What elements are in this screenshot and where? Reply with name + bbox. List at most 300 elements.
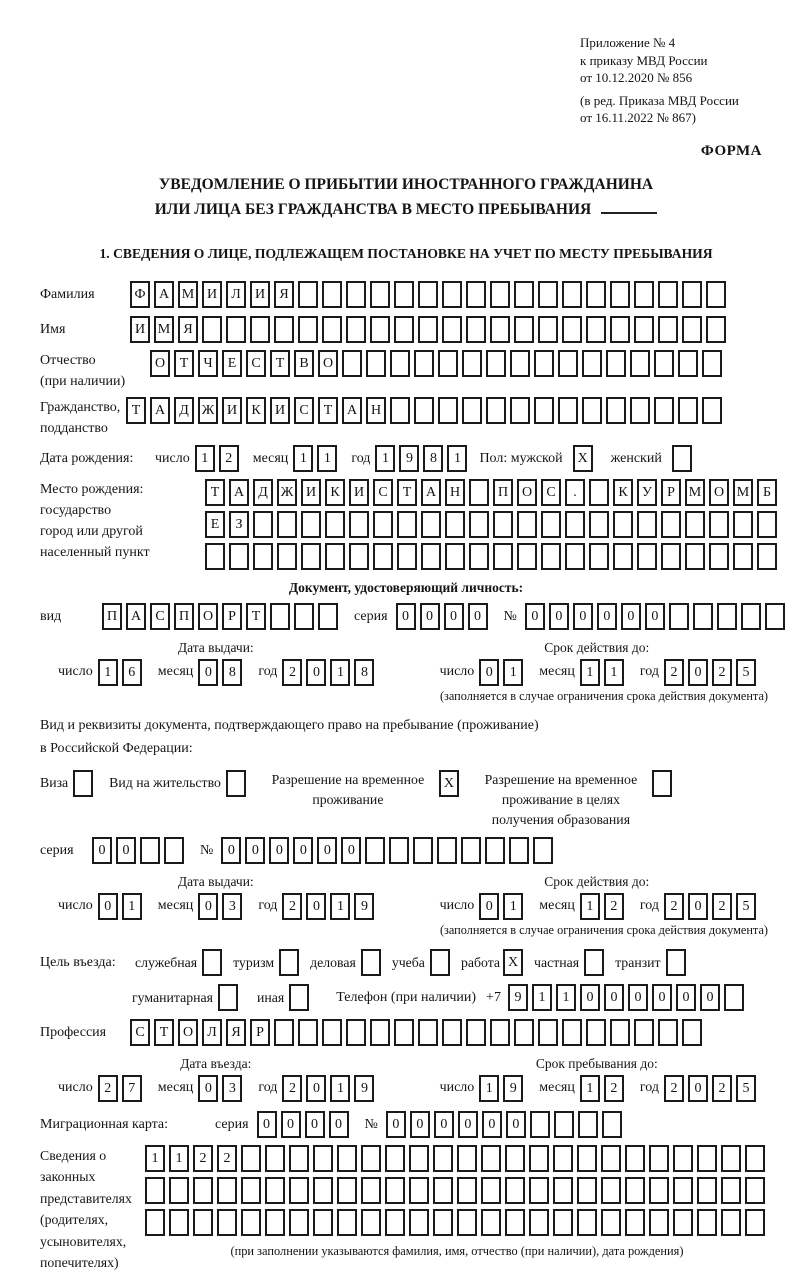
char-box: Я — [178, 316, 198, 343]
purpose-transit-checkbox — [666, 949, 686, 976]
char-box — [457, 1177, 477, 1204]
valid-until-title: Срок действия до: — [544, 639, 650, 655]
char-box — [509, 837, 529, 864]
char-box — [294, 603, 314, 630]
char-box — [673, 1209, 693, 1236]
char-box — [721, 1145, 741, 1172]
char-box: А — [126, 603, 146, 630]
identity-doc-number-label: № — [503, 608, 517, 624]
char-box — [558, 397, 578, 424]
char-box: О — [318, 350, 338, 377]
residence-doc-intro-line2: в Российской Федерации: — [40, 740, 193, 756]
char-box — [346, 316, 366, 343]
char-box — [745, 1177, 765, 1204]
char-box: 1 — [503, 659, 523, 686]
char-box — [370, 281, 390, 308]
char-box: А — [421, 479, 441, 506]
purpose-study — [392, 949, 450, 976]
char-box — [202, 316, 222, 343]
given-name-boxes — [130, 316, 730, 343]
char-box: 2 — [712, 659, 732, 686]
char-box — [421, 543, 441, 570]
char-box: 0 — [444, 603, 464, 630]
char-box: Н — [445, 479, 465, 506]
legal-label-line: законных — [40, 1169, 96, 1184]
char-box — [658, 281, 678, 308]
char-box — [437, 837, 457, 864]
char-box — [649, 1177, 669, 1204]
profession-boxes — [130, 1019, 706, 1046]
char-box — [517, 511, 537, 538]
char-box — [673, 1145, 693, 1172]
birth-place-label-line: государство — [40, 502, 112, 518]
char-box — [757, 543, 777, 570]
char-box — [342, 350, 362, 377]
char-box — [514, 316, 534, 343]
legal-label-line: представителях — [40, 1190, 132, 1206]
char-box: В — [294, 350, 314, 377]
char-box — [193, 1177, 213, 1204]
char-box — [490, 316, 510, 343]
char-box — [606, 350, 626, 377]
patronymic-label — [40, 350, 150, 392]
char-box: 0 — [198, 1075, 218, 1102]
char-box — [164, 837, 184, 864]
char-box — [697, 1209, 717, 1236]
residence-doc-number-boxes — [221, 837, 557, 864]
purpose-study-label: учеба — [391, 954, 425, 970]
char-box: Н — [366, 397, 386, 424]
char-box — [517, 543, 537, 570]
month-label: месяц — [539, 1080, 575, 1095]
entry-date-title: Дата въезда: — [180, 1055, 252, 1071]
char-box — [625, 1209, 645, 1236]
char-box: 1 — [479, 1075, 499, 1102]
char-box — [562, 1019, 582, 1046]
char-box — [481, 1145, 501, 1172]
entry-day-boxes — [98, 1075, 146, 1102]
surname-label: Фамилия — [40, 287, 95, 302]
valid-day-boxes — [479, 893, 527, 920]
char-box — [697, 1177, 717, 1204]
char-box: 9 — [354, 893, 374, 920]
char-box: Т — [174, 350, 194, 377]
char-box — [438, 350, 458, 377]
purpose-business-label: деловая — [310, 954, 356, 970]
issue-year-boxes — [282, 893, 378, 920]
sex-label: Пол: мужской — [479, 450, 563, 466]
char-box: 5 — [736, 659, 756, 686]
purpose-private — [534, 949, 604, 976]
char-box: С — [130, 1019, 150, 1046]
char-box — [337, 1209, 357, 1236]
birth-place-row1 — [205, 479, 781, 506]
char-box — [490, 281, 510, 308]
stay-day-boxes — [479, 1075, 527, 1102]
char-box — [145, 1177, 165, 1204]
char-box: 0 — [420, 603, 440, 630]
field-patronymic — [40, 350, 772, 392]
birth-day-boxes — [195, 445, 243, 472]
birth-place-label — [40, 479, 205, 563]
purpose-official — [135, 949, 222, 976]
char-box — [390, 397, 410, 424]
purpose-private-checkbox — [584, 949, 604, 976]
char-box — [601, 1177, 621, 1204]
char-box — [553, 1209, 573, 1236]
char-box — [538, 281, 558, 308]
char-box: 0 — [198, 659, 218, 686]
char-box — [533, 837, 553, 864]
char-box: 9 — [508, 984, 528, 1011]
char-box — [610, 1019, 630, 1046]
migration-card-label: Миграционная карта: — [40, 1117, 169, 1132]
year-label: год — [258, 1080, 278, 1095]
char-box — [610, 281, 630, 308]
purpose-other — [257, 984, 309, 1011]
char-box — [241, 1145, 261, 1172]
char-box: 0 — [482, 1111, 502, 1138]
char-box — [466, 281, 486, 308]
char-box: 2 — [712, 1075, 732, 1102]
annex-block — [580, 34, 810, 127]
char-box — [693, 603, 713, 630]
char-box: 0 — [269, 837, 289, 864]
char-box: О — [178, 1019, 198, 1046]
char-box: 0 — [281, 1111, 301, 1138]
char-box: 2 — [282, 1075, 302, 1102]
char-box — [534, 350, 554, 377]
char-box: И — [270, 397, 290, 424]
char-box: З — [229, 511, 249, 538]
char-box — [530, 1111, 550, 1138]
birth-place-row2 — [205, 511, 781, 538]
char-box: Я — [274, 281, 294, 308]
char-box — [361, 1177, 381, 1204]
char-box: М — [178, 281, 198, 308]
char-box — [418, 316, 438, 343]
purpose-private-label: частная — [534, 954, 580, 970]
char-box — [606, 397, 626, 424]
purpose-study-checkbox — [430, 949, 450, 976]
char-box: 9 — [503, 1075, 523, 1102]
char-box — [445, 543, 465, 570]
char-box: 2 — [219, 445, 239, 472]
birth-place-label-line: Место рождения: — [40, 481, 144, 497]
char-box: А — [154, 281, 174, 308]
form-title-line2-text: ИЛИ ЛИЦА БЕЗ ГРАЖДАНСТВА В МЕСТО ПРЕБЫВАНИЯ — [154, 200, 592, 218]
char-box — [421, 511, 441, 538]
char-box — [169, 1209, 189, 1236]
char-box: 2 — [217, 1145, 237, 1172]
char-box: 0 — [396, 603, 416, 630]
purpose-business — [310, 949, 381, 976]
purpose-label: Цель въезда: — [40, 955, 116, 970]
char-box: 0 — [98, 893, 118, 920]
char-box: М — [154, 316, 174, 343]
field-profession — [40, 1018, 772, 1048]
char-box — [577, 1177, 597, 1204]
residence-doc-valid-group — [422, 874, 772, 920]
day-label: число — [155, 450, 190, 466]
citizenship-label-line2: подданство — [40, 420, 108, 436]
migration-card-series-label: серия — [215, 1116, 249, 1132]
char-box: . — [565, 479, 585, 506]
char-box: 0 — [257, 1111, 277, 1138]
char-box: Ж — [198, 397, 218, 424]
birth-place-label-line: город или другой — [40, 523, 143, 539]
char-box — [370, 1019, 390, 1046]
issue-year-boxes — [282, 659, 378, 686]
char-box — [562, 316, 582, 343]
stay-until-title: Срок пребывания до: — [535, 1055, 658, 1071]
char-box: 1 — [580, 1075, 600, 1102]
annex-line: от 10.12.2020 № 856 — [580, 70, 693, 85]
char-box: 1 — [447, 445, 467, 472]
char-box: 0 — [525, 603, 545, 630]
char-box: И — [301, 479, 321, 506]
char-box: 7 — [122, 1075, 142, 1102]
char-box — [253, 511, 273, 538]
char-box — [541, 543, 561, 570]
char-box — [649, 1209, 669, 1236]
char-box — [466, 316, 486, 343]
char-box: 0 — [688, 1075, 708, 1102]
char-box — [678, 397, 698, 424]
char-box — [602, 1111, 622, 1138]
char-box: С — [150, 603, 170, 630]
char-box: 0 — [410, 1111, 430, 1138]
char-box — [313, 1209, 333, 1236]
char-box — [745, 1209, 765, 1236]
char-box: 2 — [604, 1075, 624, 1102]
char-box: 6 — [122, 659, 142, 686]
char-box — [741, 603, 761, 630]
char-box: Т — [205, 479, 225, 506]
purpose-humanitarian-checkbox — [218, 984, 238, 1011]
form-title-line1: УВЕДОМЛЕНИЕ О ПРИБЫТИИ ИНОСТРАННОГО ГРАЖДАНИНА — [158, 175, 654, 193]
char-box: 0 — [597, 603, 617, 630]
char-box — [505, 1145, 525, 1172]
char-box — [577, 1145, 597, 1172]
char-box: 1 — [503, 893, 523, 920]
char-box: Р — [661, 479, 681, 506]
issue-date-title: Дата выдачи: — [177, 873, 254, 889]
char-box: Е — [222, 350, 242, 377]
legal-row1 — [145, 1145, 769, 1172]
char-box — [418, 1019, 438, 1046]
char-box — [682, 316, 702, 343]
char-box: К — [246, 397, 266, 424]
char-box: 1 — [330, 893, 350, 920]
char-box: П — [174, 603, 194, 630]
char-box: 1 — [375, 445, 395, 472]
char-box — [466, 1019, 486, 1046]
char-box: 1 — [330, 659, 350, 686]
char-box — [241, 1209, 261, 1236]
field-migration-card — [40, 1110, 772, 1140]
option-temp-residence-label: Разрешение на временное проживание — [271, 771, 425, 807]
char-box — [658, 316, 678, 343]
char-box: 9 — [354, 1075, 374, 1102]
legal-row3 — [145, 1209, 769, 1236]
char-box: 0 — [434, 1111, 454, 1138]
char-box — [697, 1145, 717, 1172]
char-box: 1 — [330, 1075, 350, 1102]
char-box — [733, 543, 753, 570]
char-box: К — [325, 479, 345, 506]
char-box — [678, 350, 698, 377]
char-box — [538, 316, 558, 343]
char-box: 1 — [580, 659, 600, 686]
option-visa-checkbox — [73, 770, 93, 797]
char-box — [361, 1209, 381, 1236]
birth-place-box-rows — [205, 479, 781, 575]
char-box — [630, 397, 650, 424]
birth-date-label: Дата рождения: — [40, 451, 134, 466]
char-box: 1 — [122, 893, 142, 920]
char-box — [298, 281, 318, 308]
identity-doc-series-boxes — [396, 603, 492, 630]
char-box — [409, 1209, 429, 1236]
char-box: 0 — [645, 603, 665, 630]
char-box — [250, 316, 270, 343]
char-box — [346, 1019, 366, 1046]
char-box: С — [373, 479, 393, 506]
legal-representatives-label — [40, 1145, 145, 1274]
residence-doc-intro-line1: Вид и реквизиты документа, подтверждающего право на пребывание (проживание) — [40, 717, 539, 733]
char-box — [313, 1177, 333, 1204]
char-box — [265, 1209, 285, 1236]
month-label: месяц — [157, 664, 194, 679]
field-identity-doc — [40, 602, 772, 632]
char-box — [505, 1209, 525, 1236]
char-box — [394, 281, 414, 308]
char-box — [298, 1019, 318, 1046]
char-box: Т — [154, 1019, 174, 1046]
migration-card-series-boxes — [257, 1111, 353, 1138]
char-box: М — [685, 479, 705, 506]
legal-label-line: (родителях, — [40, 1212, 109, 1227]
residence-doc-series-boxes — [92, 837, 188, 864]
char-box — [709, 543, 729, 570]
field-citizenship — [40, 397, 772, 439]
char-box: А — [150, 397, 170, 424]
char-box: Д — [253, 479, 273, 506]
char-box — [630, 350, 650, 377]
char-box: 3 — [222, 1075, 242, 1102]
identity-doc-valid-group — [422, 640, 772, 686]
sex-female-checkbox — [672, 445, 692, 472]
identity-doc-note: (заполняется в случае ограничения срока действия документа) — [439, 688, 768, 703]
char-box: 1 — [169, 1145, 189, 1172]
char-box: 2 — [193, 1145, 213, 1172]
char-box: 0 — [700, 984, 720, 1011]
day-label: число — [58, 898, 93, 913]
char-box: 2 — [282, 659, 302, 686]
char-box — [706, 316, 726, 343]
char-box — [565, 543, 585, 570]
char-box — [654, 397, 674, 424]
char-box — [538, 1019, 558, 1046]
char-box — [529, 1177, 549, 1204]
purpose-work — [461, 949, 523, 976]
char-box: И — [349, 479, 369, 506]
option-temp-residence-education-label: Разрешение на временное проживание в целях получения образования — [484, 771, 638, 827]
char-box — [649, 1145, 669, 1172]
residence-doc-note: (заполняется в случае ограничения срока действия документа) — [439, 922, 768, 937]
char-box — [562, 281, 582, 308]
char-box — [757, 511, 777, 538]
legal-representatives-note: (при заполнении указываются фамилия, имя, отчество (при наличии), дата рождения) — [230, 1243, 684, 1258]
migration-card-number-boxes — [386, 1111, 626, 1138]
citizenship-label-line1: Гражданство, — [40, 399, 121, 415]
stay-until-group — [422, 1056, 772, 1102]
char-box — [601, 1145, 621, 1172]
char-box: И — [250, 281, 270, 308]
char-box — [721, 1209, 741, 1236]
char-box: 1 — [145, 1145, 165, 1172]
day-label: число — [58, 1080, 93, 1095]
char-box — [394, 1019, 414, 1046]
form-title — [40, 172, 772, 222]
char-box — [389, 837, 409, 864]
residence-doc-issue-group — [40, 874, 392, 920]
char-box: 9 — [399, 445, 419, 472]
valid-year-boxes — [664, 893, 760, 920]
purpose-tourism — [233, 949, 299, 976]
legal-label-line: попечителях) — [40, 1255, 119, 1270]
char-box — [445, 511, 465, 538]
option-residence-permit-label: Вид на жительство — [109, 775, 221, 790]
issue-day-boxes — [98, 659, 146, 686]
char-box: 2 — [664, 893, 684, 920]
char-box — [373, 543, 393, 570]
char-box: 0 — [479, 893, 499, 920]
char-box — [241, 1177, 261, 1204]
char-box — [469, 479, 489, 506]
char-box — [505, 1177, 525, 1204]
char-box: 8 — [423, 445, 443, 472]
char-box — [274, 316, 294, 343]
residence-doc-intro — [40, 714, 772, 760]
char-box: 8 — [354, 659, 374, 686]
char-box — [217, 1209, 237, 1236]
char-box — [298, 316, 318, 343]
month-label: месяц — [539, 898, 575, 913]
char-box — [481, 1209, 501, 1236]
char-box: 2 — [98, 1075, 118, 1102]
identity-doc-issue-group — [40, 640, 392, 686]
char-box: 0 — [386, 1111, 406, 1138]
char-box — [625, 1145, 645, 1172]
char-box: 1 — [317, 445, 337, 472]
day-label: число — [439, 898, 475, 913]
char-box: Я — [226, 1019, 246, 1046]
field-surname — [40, 280, 772, 310]
char-box — [637, 511, 657, 538]
field-legal-representatives — [40, 1145, 772, 1274]
annex-line: к приказу МВД России — [580, 52, 708, 68]
char-box — [366, 350, 386, 377]
option-temp-residence-education — [475, 770, 672, 830]
year-label: год — [639, 1080, 659, 1095]
char-box: С — [246, 350, 266, 377]
char-box: И — [202, 281, 222, 308]
char-box: 0 — [468, 603, 488, 630]
field-birth-place — [40, 479, 772, 575]
option-temp-residence — [262, 770, 459, 810]
